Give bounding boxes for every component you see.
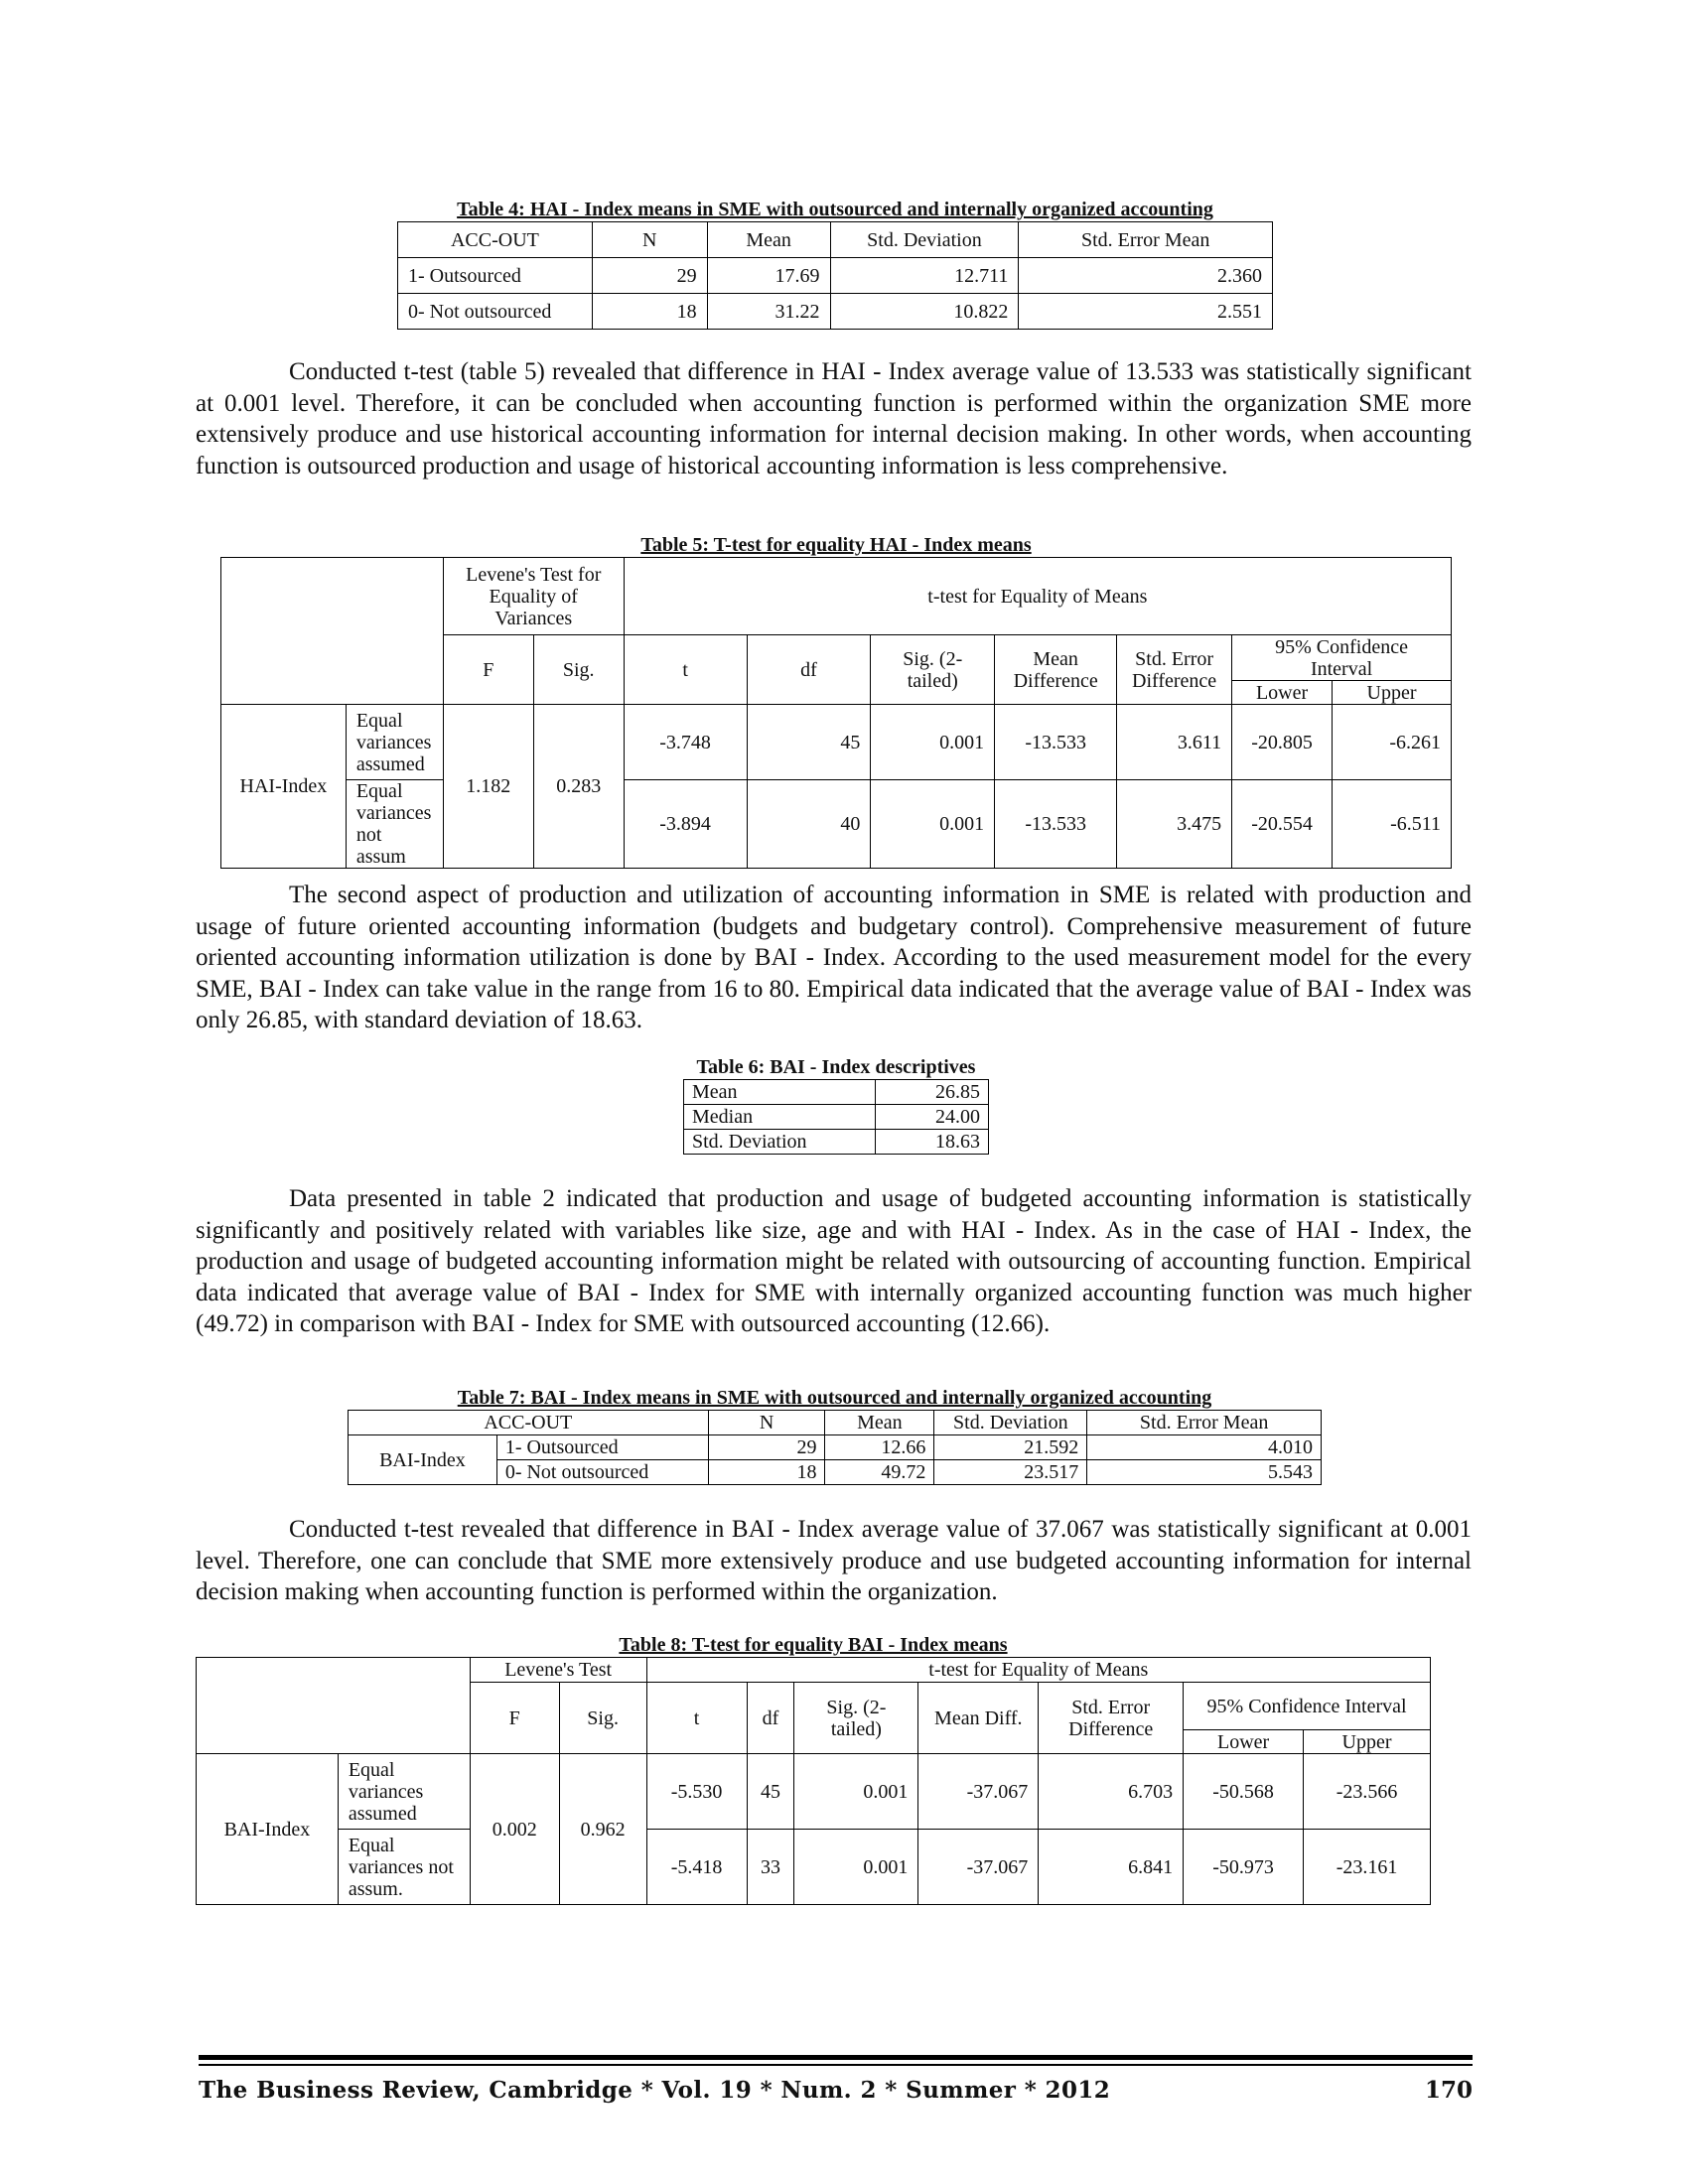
page-number: 170 — [1424, 2077, 1473, 2104]
table-cell: -37.067 — [918, 1830, 1039, 1905]
row-sub-label: Equal variances not assum. — [338, 1830, 470, 1905]
table-cell: 1.182 — [443, 705, 533, 869]
row-label: BAI-Index — [197, 1754, 339, 1905]
table7-caption: Table 7: BAI - Index means in SME with outsourced and internally organized accounting — [457, 1387, 1212, 1409]
table-cell: -23.566 — [1304, 1754, 1431, 1830]
table-corner-cell — [197, 1658, 471, 1754]
table-cell: 2.551 — [1019, 294, 1273, 330]
table-cell: -6.511 — [1333, 780, 1452, 869]
table-header-cell: Mean — [707, 222, 830, 258]
table-cell: 3.475 — [1117, 780, 1232, 869]
table-cell: 33 — [747, 1830, 794, 1905]
table-row — [221, 780, 1452, 869]
col-header-mean-diff: Mean Diff. — [918, 1683, 1039, 1754]
table-header-cell: N — [708, 1411, 825, 1435]
table6 — [683, 1079, 989, 1155]
table-cell: 40 — [747, 780, 871, 869]
table-row — [398, 294, 1273, 330]
col-header-lower: Lower — [1184, 1730, 1304, 1754]
table-cell: 3.611 — [1117, 705, 1232, 780]
row-label: BAI-Index — [349, 1435, 497, 1485]
table-cell: 45 — [747, 705, 871, 780]
col-header-ci: 95% Confidence Interval — [1184, 1683, 1431, 1730]
col-header-df: df — [747, 1683, 794, 1754]
table-cell: 31.22 — [707, 294, 830, 330]
table5-caption: Table 5: T-test for equality HAI - Index means — [640, 534, 1032, 556]
table-cell: 23.517 — [934, 1460, 1087, 1485]
ttest-header: t-test for Equality of Means — [646, 1658, 1430, 1683]
table-cell: 18 — [708, 1460, 825, 1485]
table-cell: -13.533 — [995, 780, 1117, 869]
table-cell: Median — [684, 1105, 876, 1130]
table-header-cell: Mean — [825, 1411, 934, 1435]
col-header-f: F — [470, 1683, 559, 1754]
body-paragraph — [196, 1514, 1472, 1608]
table-cell: -3.748 — [624, 705, 747, 780]
table-row — [221, 705, 1452, 780]
footer-rule — [199, 2055, 1473, 2060]
table-cell: 18 — [592, 294, 707, 330]
table-cell: 17.69 — [707, 258, 830, 294]
table-header-row — [398, 222, 1273, 258]
table6-caption: Table 6: BAI - Index descriptives — [696, 1056, 976, 1078]
table-cell: 0- Not outsourced — [398, 294, 593, 330]
table-cell: 26.85 — [876, 1080, 989, 1105]
col-header-se-diff: Std. Error Difference — [1039, 1683, 1184, 1754]
paragraph-text: Data presented in table 2 indicated that production and usage of budgeted accounting information is statistically significantly and positively related with variables like size, age and with HAI - Index. As in the case of HAI - Index, the production and usage of budgeted accounting information might be related with outsourcing of accounting function. Empirical data indicated that average value of BAI - Index for SME with internally organized accounting function was much higher (49.72) in comparison with BAI - Index for SME with outsourced accounting (12.66). — [196, 1185, 1472, 1337]
table-row — [197, 1830, 1431, 1905]
table-header-row — [349, 1411, 1322, 1435]
table-cell: 6.703 — [1039, 1754, 1184, 1830]
body-paragraph — [196, 356, 1472, 481]
table-cell: -6.261 — [1333, 705, 1452, 780]
paragraph-text: The second aspect of production and utilization of accounting information in SME is related with production and usage of future oriented accounting information (budgets and budgetary control). Comprehensive measurement of future oriented accounting information utilization is done by BAI - Index. According to the used measurement model for the every SME, BAI - Index can take value in the range from 16 to 80. Empirical data indicated that the average value of BAI - Index was only 26.85, with standard deviation of 18.63. — [196, 882, 1472, 1033]
table-cell: 0.283 — [533, 705, 624, 869]
levene-header: Levene's Test — [470, 1658, 646, 1683]
table-header-cell: Std. Error Mean — [1019, 222, 1273, 258]
table-cell: 1- Outsourced — [398, 258, 593, 294]
table-cell: -3.894 — [624, 780, 747, 869]
table-cell: -37.067 — [918, 1754, 1039, 1830]
table-cell: -5.418 — [646, 1830, 747, 1905]
col-header-ci: 95% Confidence Interval — [1232, 635, 1452, 681]
footer-rule — [199, 2064, 1473, 2066]
table-row — [684, 1130, 989, 1155]
table-cell: Std. Deviation — [684, 1130, 876, 1155]
table4-caption: Table 4: HAI - Index means in SME with outsourced and internally organized accounting — [457, 199, 1213, 220]
body-paragraph — [196, 880, 1472, 1036]
col-header-upper: Upper — [1333, 681, 1452, 705]
journal-citation: The Business Review, Cambridge * Vol. 19 * Num. 2 * Summer * 2012 — [199, 2077, 1111, 2104]
paragraph-text: Conducted t-test (table 5) revealed that difference in HAI - Index average value of 13.533 was statistically significant at 0.001 level. Therefore, it can be concluded when accounting function is performed within the organization SME more extensively produce and use historical accounting information for internal decision making. In other words, when accounting function is outsourced production and usage of historical accounting information is less comprehensive. — [196, 358, 1472, 479]
table-cell: 0.001 — [871, 705, 995, 780]
table-cell: -5.530 — [646, 1754, 747, 1830]
table-header-cell: ACC-OUT — [398, 222, 593, 258]
table-cell: 12.66 — [825, 1435, 934, 1460]
body-paragraph — [196, 1183, 1472, 1340]
table-cell: 1- Outsourced — [496, 1435, 708, 1460]
table-cell: -20.805 — [1232, 705, 1333, 780]
table-cell: -50.568 — [1184, 1754, 1304, 1830]
table-row — [349, 1435, 1322, 1460]
table8 — [196, 1657, 1431, 1905]
col-header-sig2: Sig. (2-tailed) — [871, 635, 995, 705]
col-header-upper: Upper — [1304, 1730, 1431, 1754]
table-cell: 45 — [747, 1754, 794, 1830]
table-cell: 12.711 — [830, 258, 1019, 294]
ttest-header: t-test for Equality of Means — [624, 558, 1451, 635]
table-cell: 2.360 — [1019, 258, 1273, 294]
table-cell: 18.63 — [876, 1130, 989, 1155]
col-header-sig: Sig. — [533, 635, 624, 705]
table-cell: 21.592 — [934, 1435, 1087, 1460]
table-cell: 0.001 — [794, 1754, 918, 1830]
table-row — [197, 1754, 1431, 1830]
table-cell: 0.962 — [559, 1754, 646, 1905]
table-cell: 0.001 — [794, 1830, 918, 1905]
table-cell: 5.543 — [1087, 1460, 1322, 1485]
table-header-cell: Std. Deviation — [830, 222, 1019, 258]
table-cell: 49.72 — [825, 1460, 934, 1485]
col-header-se-diff: Std. Error Difference — [1117, 635, 1232, 705]
table-cell: 24.00 — [876, 1105, 989, 1130]
table-cell: -50.973 — [1184, 1830, 1304, 1905]
table-cell: 6.841 — [1039, 1830, 1184, 1905]
row-sub-label: Equal variances assumed — [338, 1754, 470, 1830]
col-header-f: F — [443, 635, 533, 705]
table-header-cell: ACC-OUT — [349, 1411, 709, 1435]
table-cell: 4.010 — [1087, 1435, 1322, 1460]
table-cell: 10.822 — [830, 294, 1019, 330]
table-header-cell: Std. Error Mean — [1087, 1411, 1322, 1435]
row-label: HAI-Index — [221, 705, 347, 869]
table-cell: 0.002 — [470, 1754, 559, 1905]
col-header-sig2: Sig. (2-tailed) — [794, 1683, 918, 1754]
col-header-lower: Lower — [1232, 681, 1333, 705]
table-cell: -13.533 — [995, 705, 1117, 780]
col-header-t: t — [646, 1683, 747, 1754]
table-row — [684, 1080, 989, 1105]
table-cell: 0.001 — [871, 780, 995, 869]
table-cell: Mean — [684, 1080, 876, 1105]
col-header-sig: Sig. — [559, 1683, 646, 1754]
levene-header: Levene's Test for Equality of Variances — [443, 558, 624, 635]
col-header-t: t — [624, 635, 747, 705]
paragraph-text: Conducted t-test revealed that difference in BAI - Index average value of 37.067 was statistically significant at 0.001 level. Therefore, one can conclude that SME more extensively produce and use budgeted accounting information for internal decision making when accounting function is performed within the organization. — [196, 1516, 1472, 1605]
table-cell: 29 — [708, 1435, 825, 1460]
table-cell: 29 — [592, 258, 707, 294]
table5 — [220, 557, 1452, 869]
row-sub-label: Equal variances not assum — [346, 780, 443, 869]
row-sub-label: Equal variances assumed — [346, 705, 443, 780]
table-corner-cell — [221, 558, 444, 705]
col-header-df: df — [747, 635, 871, 705]
table8-caption: Table 8: T-test for equality BAI - Index means — [619, 1634, 1008, 1656]
table-header-cell: Std. Deviation — [934, 1411, 1087, 1435]
table4 — [397, 221, 1273, 330]
table-row — [684, 1105, 989, 1130]
table-cell: -23.161 — [1304, 1830, 1431, 1905]
table-row — [398, 258, 1273, 294]
table-cell: -20.554 — [1232, 780, 1333, 869]
col-header-mean-diff: Mean Difference — [995, 635, 1117, 705]
table7 — [348, 1410, 1322, 1485]
table-cell: 0- Not outsourced — [496, 1460, 708, 1485]
table-header-cell: N — [592, 222, 707, 258]
